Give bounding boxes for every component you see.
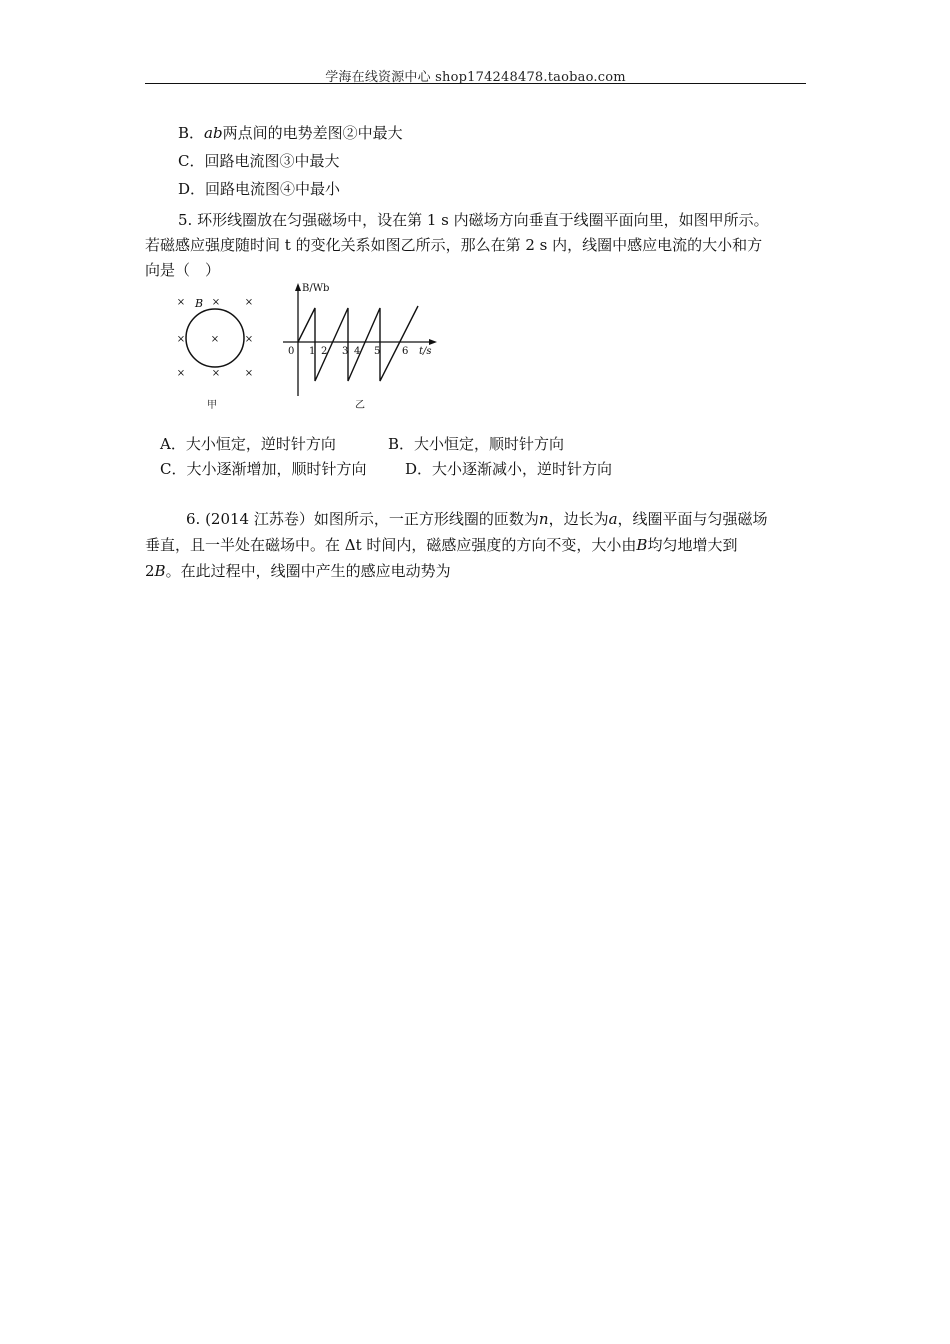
field-cross: × (176, 334, 186, 345)
tick-5: 5 (374, 346, 381, 357)
q5-option-d: D．大小逐渐减小，逆时针方向 (405, 460, 613, 478)
q4-option-d: D．回路电流图④中最小 (178, 180, 341, 198)
q6-l3-a: 2 (145, 562, 155, 580)
q5-option-a: A．大小恒定，逆时针方向 (160, 435, 336, 453)
q5-stem-line-1: 5. 环形线圈放在匀强磁场中，设在第 1 s 内磁场方向垂直于线圈平面向里，如图甲所示。 (178, 211, 769, 229)
q6-stem-line-3 (145, 561, 451, 581)
page-header: 学海在线资源中心 shop174248478.taobao.com (325, 70, 626, 85)
tick-6: 6 (402, 346, 409, 357)
field-cross: × (211, 368, 221, 379)
q6-l3-b: 。在此过程中，线圈中产生的感应电动势为 (165, 562, 451, 580)
tick-1: 1 (309, 346, 316, 357)
q4-option-b-letter: B． (178, 124, 205, 142)
q5-option-b: B．大小恒定，顺时针方向 (388, 435, 565, 453)
q5-option-c: C．大小逐渐增加，顺时针方向 (160, 460, 367, 478)
q4-option-c: C．回路电流图③中最大 (178, 152, 340, 170)
field-cross: × (211, 297, 221, 308)
tick-3: 3 (342, 346, 349, 357)
field-cross: × (176, 368, 186, 379)
origin-label: 0 (288, 346, 295, 357)
field-label-b: B (195, 297, 204, 310)
q6-l1-b: ，边长为 (548, 510, 609, 528)
q4-option-b-text: 两点间的电势差图②中最大 (222, 124, 403, 142)
q6-l1-c: ，线圈平面与匀强磁场 (617, 510, 768, 528)
q6-var-b: B (636, 536, 648, 554)
x-axis-arrow (429, 339, 437, 345)
q6-stem-line-1 (186, 509, 768, 529)
q5-stem-line-3: 向是（ ） (145, 261, 221, 279)
header-rule (145, 83, 806, 84)
figure-jia (177, 297, 253, 411)
tick-2: 2 (321, 346, 328, 357)
b-t-sawtooth (298, 306, 418, 381)
field-cross: × (210, 334, 220, 345)
caption-jia: 甲 (207, 400, 217, 411)
q6-l2-b: 均匀地增大到 (647, 536, 738, 554)
tick-4: 4 (354, 346, 361, 357)
field-cross: × (244, 297, 254, 308)
q6-l1-a: 6. (2014 江苏卷）如图所示，一正方形线圈的匝数为 (186, 510, 539, 528)
q5-stem-line-2: 若磁感应强度随时间 t 的变化关系如图乙所示，那么在第 2 s 内，线圈中感应电流的大小和方 (145, 236, 763, 254)
y-axis-arrow (295, 283, 301, 291)
caption-yi: 乙 (355, 400, 365, 411)
q4-option-b-var: ab (204, 124, 223, 142)
figure-yi (283, 283, 437, 411)
q6-stem-line-2 (145, 535, 737, 555)
y-axis-label: B/Wb (302, 283, 330, 294)
field-cross: × (176, 297, 186, 308)
q6-var-b2: B (154, 562, 166, 580)
q6-var-a: a (608, 510, 618, 528)
field-cross: × (244, 368, 254, 379)
q6-var-n: n (538, 510, 549, 528)
x-axis-label: t/s (419, 346, 432, 357)
field-cross: × (244, 334, 254, 345)
q6-l2-a: 垂直，且一半处在磁场中。在 Δt 时间内，磁感应强度的方向不变，大小由 (145, 536, 637, 554)
q4-option-b (178, 123, 403, 143)
q5-figure (160, 278, 450, 413)
